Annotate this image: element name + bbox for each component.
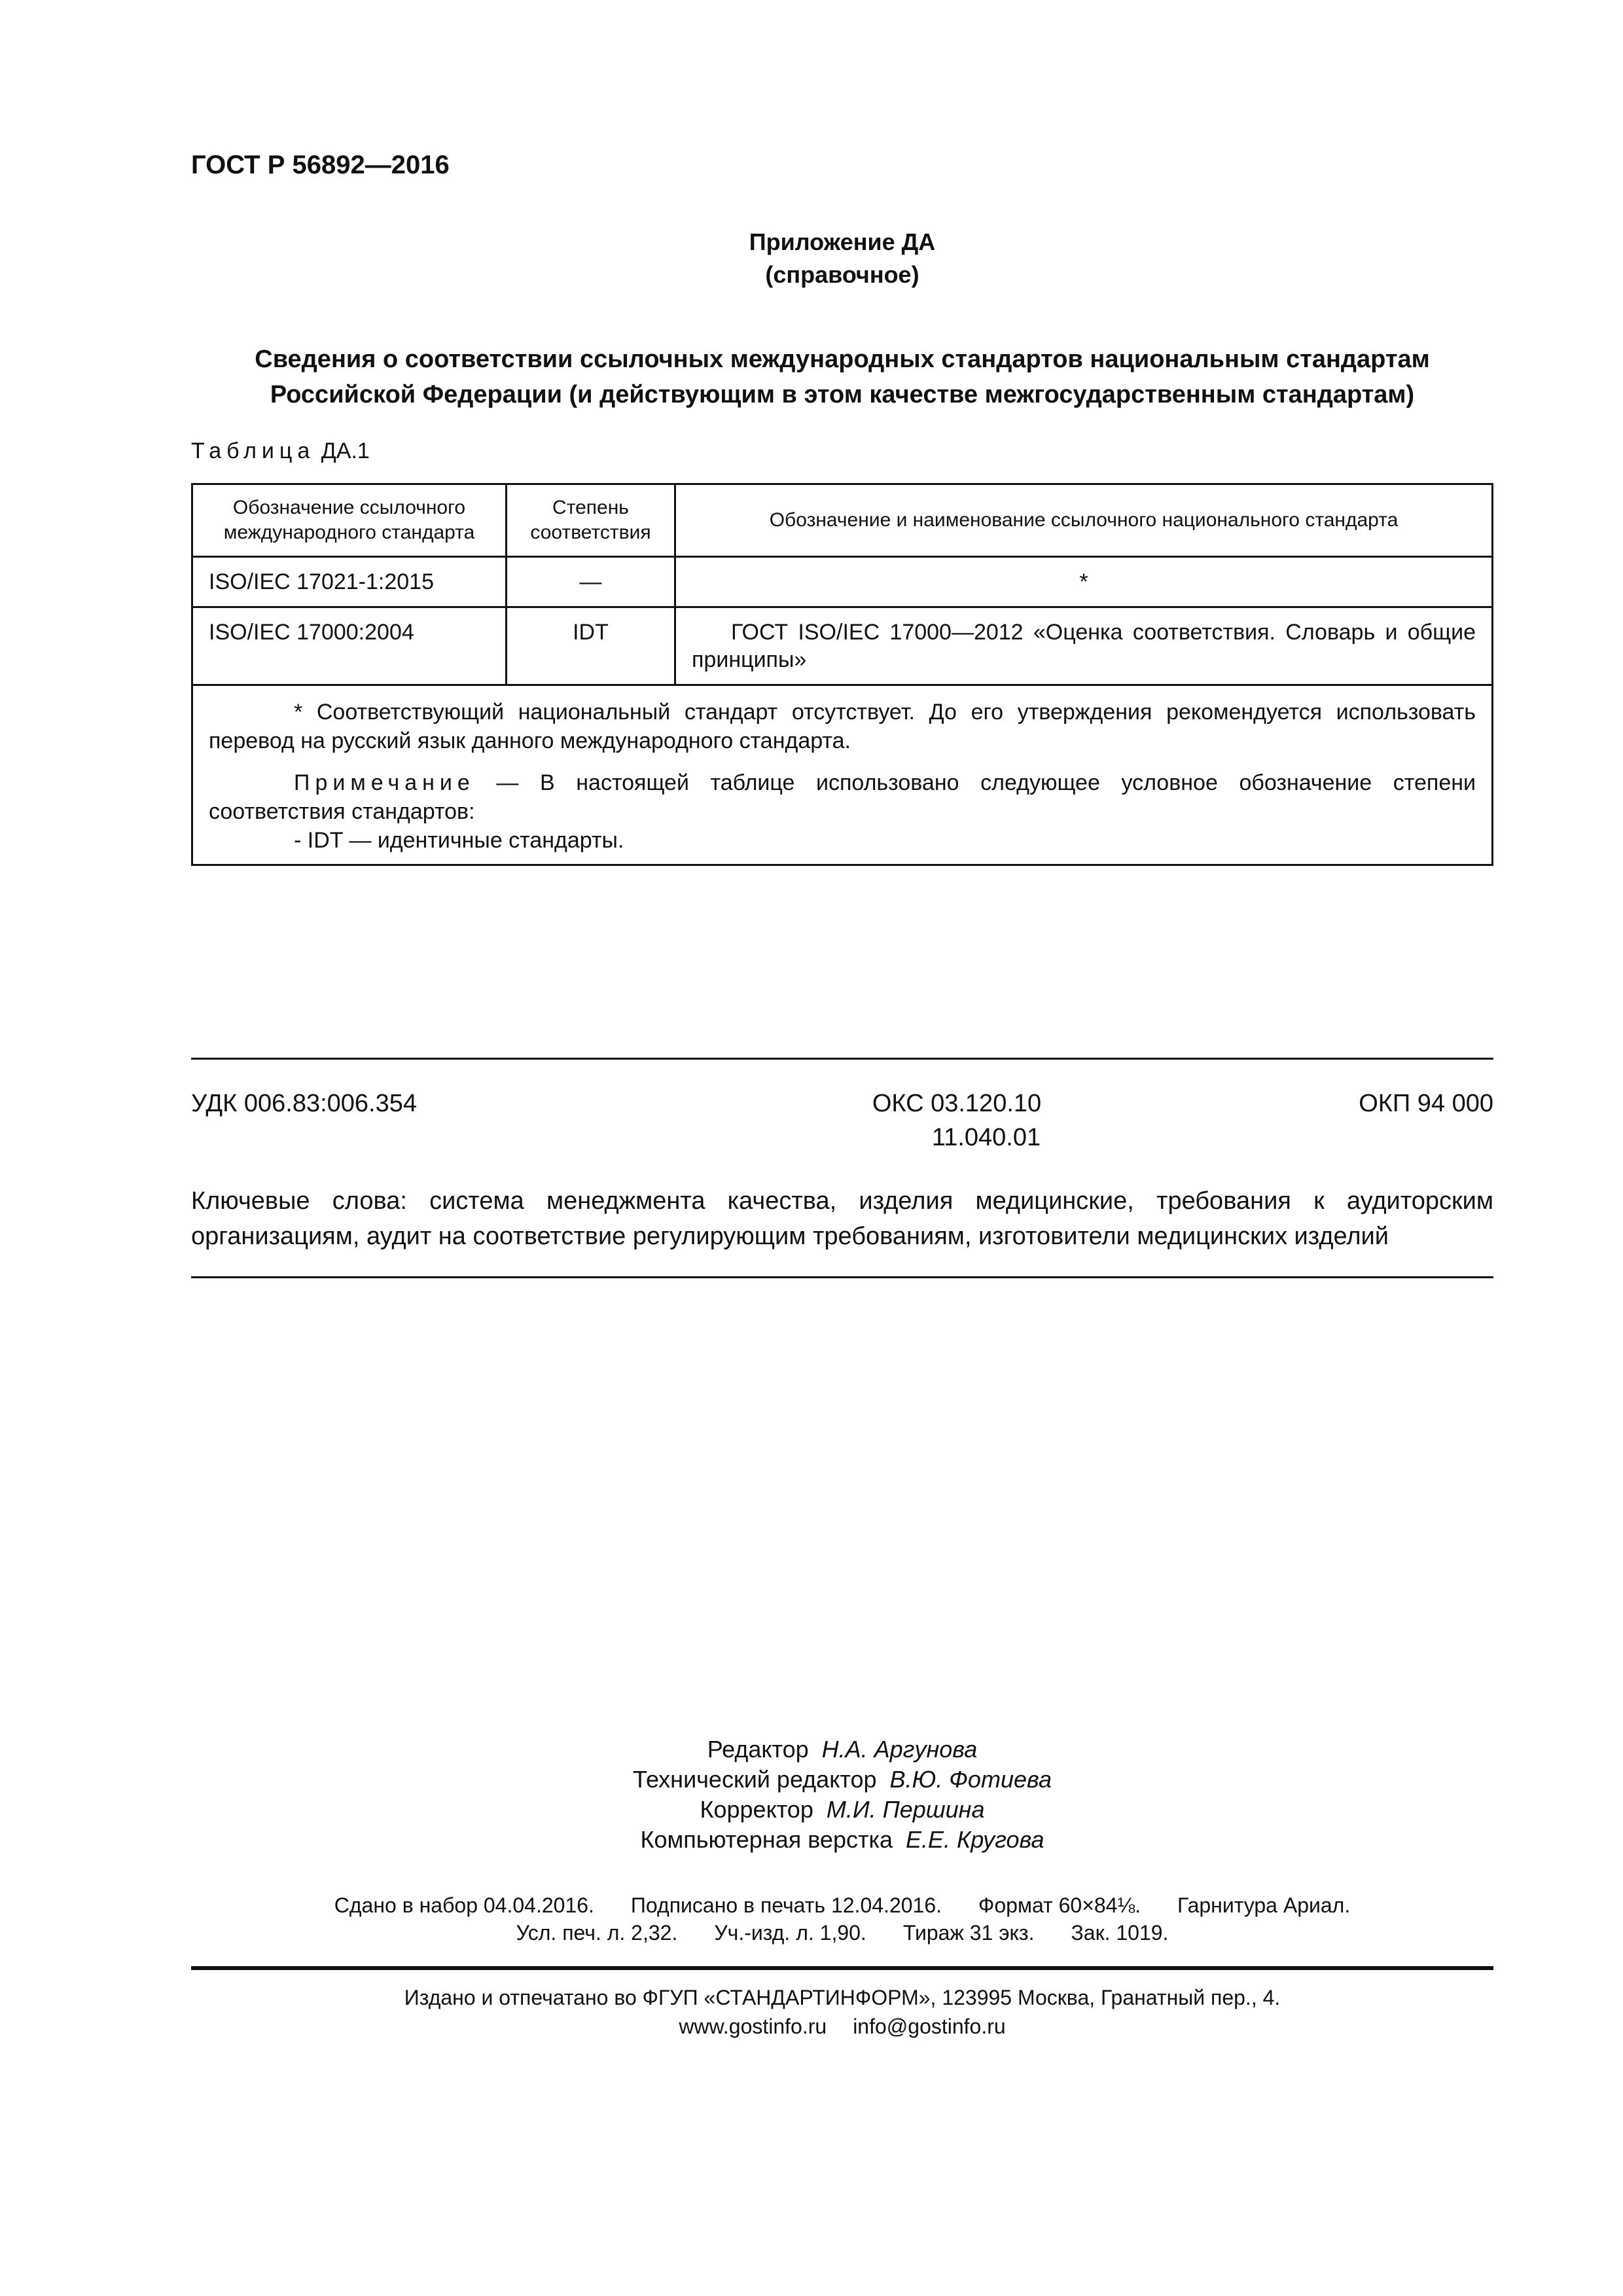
credit-editor: Редактор Н.А. Аргунова (707, 1736, 978, 1763)
divider (191, 1276, 1493, 1278)
table-caption (191, 439, 370, 464)
document-code: ГОСТ Р 56892—2016 (191, 151, 450, 179)
annex-status: (справочное) (765, 261, 919, 288)
credits (191, 1734, 1493, 1855)
cell-national: * (675, 557, 1493, 607)
cell-degree: IDT (507, 607, 675, 685)
table-caption-number: ДА.1 (321, 439, 370, 463)
table-row (192, 607, 1493, 685)
header-national-standard: Обозначение и наименование ссылочного национального стандарта (675, 484, 1493, 557)
publisher (191, 1983, 1493, 2041)
publisher-line: Издано и отпечатано во ФГУП «СТАНДАРТИНФОРМ», 123995 Москва, Гранатный пер., 4. (404, 1986, 1281, 2009)
udk-code: УДК 006.83:006.354 (191, 1090, 418, 1117)
section-title-line-2: Российской Федерации (и действующим в этом качестве межгосударственным стандартам) (270, 381, 1415, 408)
divider (191, 1058, 1493, 1060)
okp-code: ОКП 94 000 (1359, 1090, 1493, 1117)
oks-code: ОКС 03.120.10 11.040.01 (872, 1090, 1042, 1151)
table-caption-word: Таблица (191, 439, 315, 463)
imprint-line-2: Усл. печ. л. 2,32. Уч.-изд. л. 1,90. Тираж 31 экз. Зак. 1019. (516, 1921, 1169, 1945)
cell-reference: ISO/IEC 17021-1:2015 (192, 557, 507, 607)
note-text: — В настоящей таблице использовано следующее условное обозначение степени соответствия стандартов: (209, 770, 1476, 824)
publisher-contacts (191, 2012, 1493, 2041)
credit-tech-editor: Технический редактор В.Ю. Фотиева (632, 1766, 1052, 1793)
reference-table (191, 483, 1493, 866)
note-item: - IDT — идентичные стандарты. (294, 828, 624, 853)
table-row (192, 557, 1493, 607)
table-footer-row (192, 685, 1493, 865)
imprint-line-1: Сдано в набор 04.04.2016. Подписано в печать 12.04.2016. Формат 60×84⅛. Гарнитура Ариал. (334, 1893, 1351, 1917)
table-header-row (192, 484, 1493, 557)
cell-national: ГОСТ ISO/IEC 17000—2012 «Оценка соответствия. Словарь и общие принципы» (675, 607, 1493, 685)
annex-title: Приложение ДА (749, 228, 936, 255)
header-international-standard: Обозначение ссылочного международного стандарта (192, 484, 507, 557)
credit-layout: Компьютерная верстка Е.Е. Кругова (640, 1826, 1044, 1853)
table-notes (192, 685, 1493, 865)
cell-degree: — (507, 557, 675, 607)
section-title (191, 342, 1493, 412)
keywords: Ключевые слова: система менеджмента качества, изделия медицинские, требования к аудиторским организациям, аудит на соответствие регулирующим требованиям, изготовители медицинских изделий (191, 1187, 1493, 1250)
note (209, 768, 1476, 855)
website-link[interactable]: www.gostinfo.ru (679, 2015, 827, 2038)
footnote: * Соответствующий национальный стандарт отсутствует. До его утверждения рекомендуется использовать перевод на русский язык данного международного стандарта. (209, 700, 1476, 753)
header-degree: Степень соответствия (507, 484, 675, 557)
section-title-line-1: Сведения о соответствии ссылочных международных стандартов национальным стандартам (255, 346, 1430, 373)
annex-heading (191, 226, 1493, 291)
cell-reference: ISO/IEC 17000:2004 (192, 607, 507, 685)
imprint (191, 1892, 1493, 1946)
credit-corrector: Корректор М.И. Першина (700, 1796, 985, 1823)
divider-thick (191, 1966, 1493, 1970)
note-label: Примечание (294, 770, 475, 795)
email-link[interactable]: info@gostinfo.ru (853, 2015, 1006, 2038)
